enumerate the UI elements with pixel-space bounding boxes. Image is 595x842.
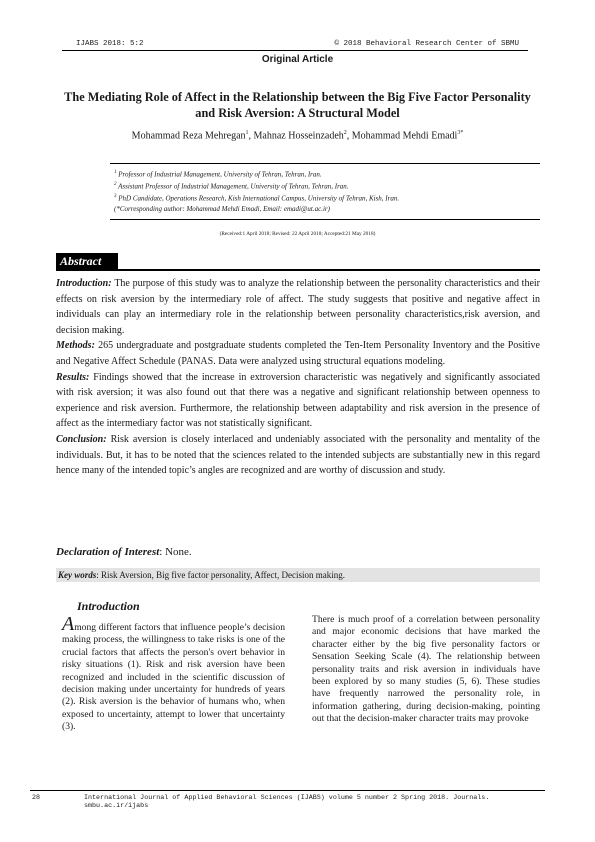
abstract-heading-box bbox=[56, 253, 118, 271]
author-separator: , bbox=[346, 130, 352, 142]
author-3-affil: 3* bbox=[457, 130, 464, 136]
abstract-heading: Abstract bbox=[60, 254, 102, 268]
abstract-introduction: Introduction: The purpose of this study was to analyze the relationship between the personality characteristics and their effects on risk aversion by the intermediary role of affect. The study suggests that positive and negative affect in individuals can play an intermediary role in the relationship between personality characteristics,risk aversion, and decision making. bbox=[56, 278, 540, 336]
declaration-of-interest: Declaration of Interest: None. bbox=[56, 546, 192, 558]
corresponding-author: (*Corresponding author: Mohammad Mehdi Emadi, Email: emadi@ut.ac.ir) bbox=[114, 204, 330, 213]
introduction-heading: Introduction bbox=[77, 599, 140, 613]
keywords-text: : Risk Aversion, Big five factor personality, Affect, Decision making. bbox=[96, 570, 346, 580]
article-type: Original Article bbox=[261, 54, 334, 65]
keywords-label: Key words bbox=[58, 570, 97, 580]
author-2: Mahnaz Hosseinzadeh bbox=[253, 130, 344, 142]
affiliation-top-rule bbox=[110, 163, 540, 164]
author-separator: , bbox=[248, 130, 254, 142]
author-1-affil: 1 bbox=[245, 130, 249, 136]
abstract-heading-rule bbox=[118, 269, 540, 271]
author-list bbox=[60, 130, 535, 141]
affiliation-3: $^3$ PhD Candidate, Operations Research, Kish International Campus, University of Tehran, Kish, Iran. bbox=[114, 194, 400, 203]
abstract-results: Results: Findings showed that the increase in extroversion characteristic was negatively and significantly associated with risk aversion; it was also found out that there was a negative and significant relationship between openness to experience and risk aversion. Furthermore, the relationship between adaptability and risk aversion in the presence of affect as the intermediary factor was not statistically significant. bbox=[56, 371, 540, 430]
affiliation-2: $^2$ Assistant Professor of Industrial Management, University of Tehran, Tehran, Iran. bbox=[114, 182, 349, 191]
author-1: Mohammad Reza Mehregan bbox=[131, 130, 246, 142]
paper-title: The Mediating Role of Affect in the Relationship between the Big Five Factor Personality and Risk Aversion: A Structural Model bbox=[64, 90, 531, 120]
drop-cap: A bbox=[62, 613, 75, 635]
affiliations bbox=[114, 168, 534, 215]
received-dates: (Received:1 April 2018; Revised: 22 April 2018; Accepted:21 May 2018) bbox=[219, 231, 376, 237]
page-number: 28 bbox=[32, 794, 41, 802]
introduction-left-column bbox=[62, 613, 285, 734]
abstract-methods: Methods: 265 undergraduate and postgraduate students completed the Ten-Item Personality Inventory and the Positive and Negative Affect Schedule (PANAS. Data were analyzed using structural equations modeling. bbox=[56, 340, 540, 367]
header-copyright: © 2018 Behavioral Research Center of SBMU bbox=[334, 40, 519, 48]
introduction-left-text: mong different factors that influence people’s decision making process, the willingness to take risks is one of the crucial factors that affects the person's overt behavior in risky situations (1). Risk and risk aversion have been recognized and included in the scientific discussion of decision making under uncertainty for hundreds of years (2). Risk aversion is the behavior of humans who, when exposed to uncertainty, attempt to lower that uncertainty (3). bbox=[62, 622, 285, 733]
header-issue: IJABS 2018: 5:2 bbox=[76, 40, 144, 48]
abstract-heading-band bbox=[56, 253, 540, 269]
introduction-right-column: There is much proof of a correlation between personality and major economic decisions that have marked the character either by the big five personality factors or Sensation Seeking Scale (4). The relationship between personality traits and risk aversion in individuals have been explored by so many studies (5, 6). These studies have frequently narrowed the personality role, in information gathering, during decision-making, pointing out that the decision-maker character traits may provoke bbox=[312, 614, 540, 725]
footer-rule bbox=[30, 790, 545, 791]
header-rule bbox=[62, 50, 528, 51]
affiliation-1: $^1$ Professor of Industrial Management, University of Tehran, Tehran, Iran. bbox=[114, 170, 322, 179]
abstract-conclusion: Conclusion: Risk aversion is closely interlaced and undeniably associated with the personality and mentality of the individuals. But, it has to be noted that the sciences related to the intended subjects are substantially new in this regard hence many of the intended topic’s angles are recognized and are worthy of discussion and study. bbox=[56, 433, 540, 477]
keywords-band bbox=[56, 568, 540, 582]
affiliation-bottom-rule bbox=[110, 219, 540, 220]
abstract-body bbox=[56, 276, 540, 479]
author-3: Mohammad Mehdi Emadi bbox=[351, 130, 458, 142]
author-2-affil: 2 bbox=[343, 130, 347, 136]
journal-info: International Journal of Applied Behavioral Sciences (IJABS) volume 5 number 2 Spring 2018. Journals. smbu.ac.ir/ijabs bbox=[84, 794, 490, 810]
